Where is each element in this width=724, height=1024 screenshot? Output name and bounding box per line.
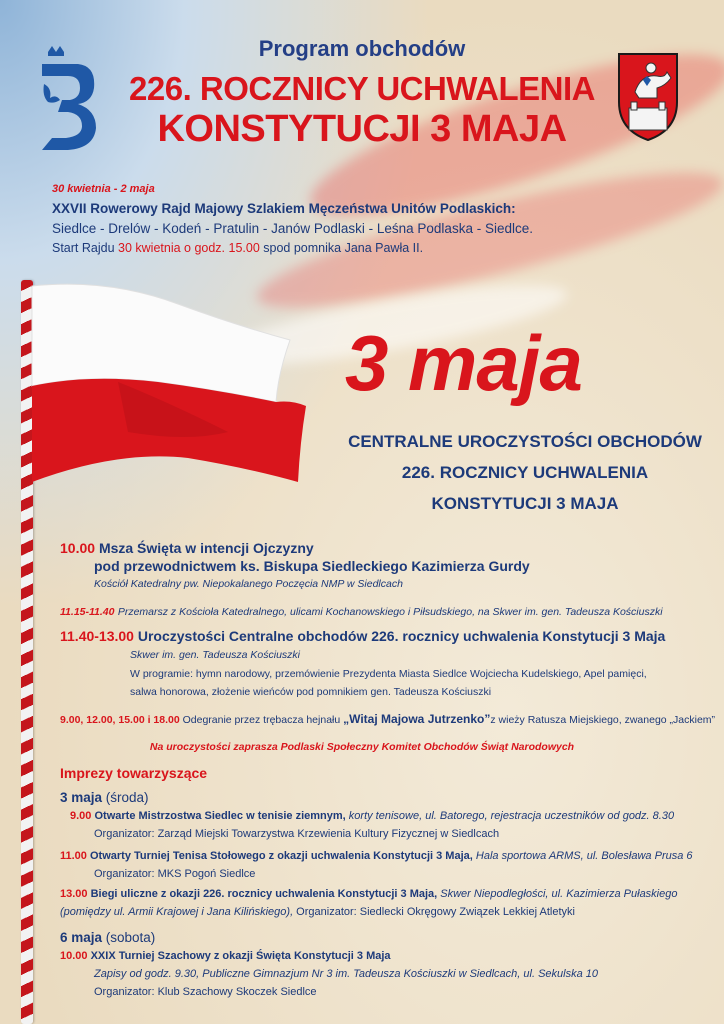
program-item-ceremony: 11.40-13.00 Uroczystości Centralne obchodów 226. rocznicy uchwalenia Konstytucji 3 Maja — [60, 628, 666, 644]
header-subtitle: Program obchodów — [258, 36, 466, 61]
hero-line3: KONSTYTUCJI 3 MAJA — [431, 494, 619, 513]
day1-heading: 3 maja (środa) — [60, 790, 149, 805]
event-tennis-organizer: Organizator: Zarząd Miejski Towarzystwa Krzewienia Kultury Fizycznej w Siedlcach — [94, 828, 500, 840]
rajd-date: 30 kwietnia - 2 maja — [52, 183, 155, 195]
event-run-details: (pomiędzy ul. Armii Krajowej i Jana Kilińskiego), Organizator: Siedlecki Okręgowy Związek Lekkiej Atletyki — [60, 906, 575, 918]
program-item-ceremony-program-cont: salwa honorowa, złożenie wieńców pod pomnikiem gen. Tadeusza Kościuszki — [130, 686, 492, 698]
program-item-ceremony-program: W programie: hymn narodowy, przemówienie Prezydenta Miasta Siedlce Wojciecha Kudelskiego, Apel pamięci, — [130, 668, 647, 680]
program-item-march: 11.15-11.40 Przemarsz z Kościoła Katedralnego, ulicami Kochanowskiego i Piłsudskiego, na Skwer im. gen. Tadeusza Kościuszki — [60, 606, 663, 618]
program-item-mass-place: Kościół Katedralny pw. Niepokalanego Poczęcia NMP w Siedlcach — [94, 578, 403, 590]
rajd-start: Start Rajdu 30 kwietnia o godz. 15.00 spod pomnika Jana Pawła II. — [52, 241, 424, 255]
invitation-note: Na uroczystości zaprasza Podlaski Społeczny Komitet Obchodów Świąt Narodowych — [149, 741, 575, 753]
hero-line2: 226. ROCZNICY UCHWALENIA — [401, 463, 649, 482]
program-item-ceremony-place: Skwer im. gen. Tadeusza Kościuszki — [130, 649, 301, 661]
event-run: 13.00 Biegi uliczne z okazji 226. rocznicy uchwalenia Konstytucji 3 Maja, Skwer Niepodległości, ul. Kazimierza Pułaskiego — [60, 888, 678, 900]
event-tennis: 9.00 Otwarte Mistrzostwa Siedlec w tenisie ziemnym, korty tenisowe, ul. Batorego, rejestracja uczestników od godz. 8.30 — [70, 810, 675, 822]
program-item-mass-subtitle: pod przewodnictwem ks. Biskupa Siedleckiego Kazimierza Gurdy — [94, 558, 530, 574]
event-table-tennis-organizer: Organizator: MKS Pogoń Siedlce — [94, 868, 256, 880]
event-chess-organizer: Organizator: Klub Szachowy Skoczek Siedlce — [94, 986, 317, 998]
program-item-bugle: 9.00, 12.00, 15.00 i 18.00 Odegranie przez trębacza hejnału „Witaj Majowa Jutrzenko”z wieży Ratusza Miejskiego, zwanego „Jackiem” — [60, 712, 716, 726]
event-chess-place: Zapisy od godz. 9.30, Publiczne Gimnazjum Nr 3 im. Tadeusza Kościuszki w Siedlcach, ul. Sekulska 10 — [94, 968, 598, 980]
header-title-line2: KONSTYTUCJI 3 MAJA — [157, 108, 567, 150]
hero-date: 3 maja — [345, 319, 582, 407]
rajd-route: Siedlce - Drelów - Kodeń - Pratulin - Janów Podlaski - Leśna Podlaska - Siedlce. — [52, 221, 533, 236]
rajd-title: XXVII Rowerowy Rajd Majowy Szlakiem Męczeństwa Unitów Podlaskich: — [52, 201, 516, 216]
event-chess: 10.00 XXIX Turniej Szachowy z okazji Święta Konstytucji 3 Maja — [60, 950, 391, 962]
day2-heading: 6 maja (sobota) — [60, 930, 156, 945]
event-table-tennis: 11.00 Otwarty Turniej Tenisa Stołowego z okazji uchwalenia Konstytucji 3 Maja, Hala sportowa ARMS, ul. Bolesława Prusa 6 — [60, 850, 693, 862]
side-events-title: Imprezy towarzyszące — [60, 765, 208, 781]
header-title-line1: 226. ROCZNICY UCHWALENIA — [129, 70, 595, 107]
polish-flag-icon — [28, 282, 310, 498]
hero-line1: CENTRALNE UROCZYSTOŚCI OBCHODÓW — [348, 432, 702, 451]
program-item-mass: 10.00 Msza Święta w intencji Ojczyzny — [60, 540, 314, 556]
